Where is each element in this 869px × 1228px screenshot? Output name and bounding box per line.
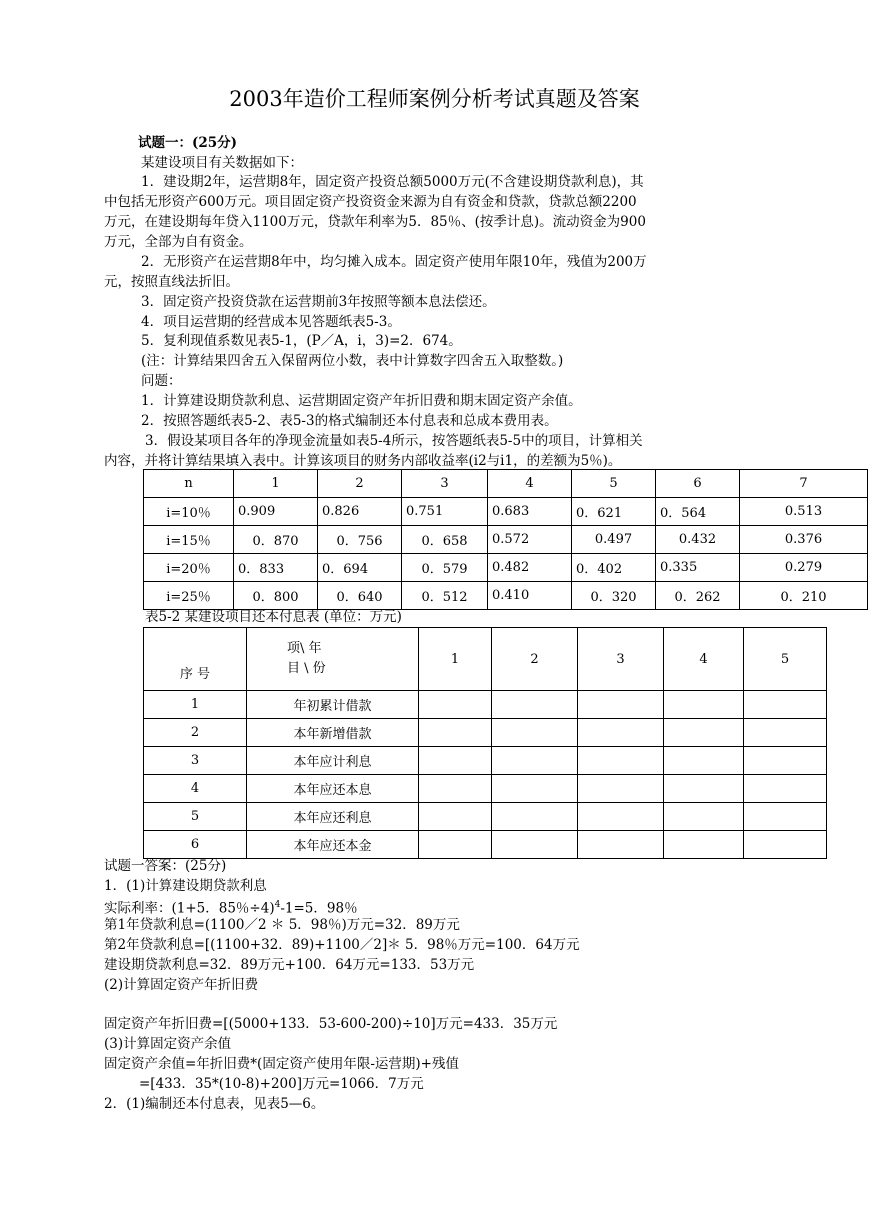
table-cell: 0.432 bbox=[656, 526, 740, 554]
year-header: 3 bbox=[578, 628, 664, 691]
answer-text: -1=5．98％ bbox=[280, 900, 358, 917]
table-header-row bbox=[144, 628, 827, 691]
empty-cell bbox=[744, 719, 827, 747]
empty-cell bbox=[664, 803, 744, 831]
table-cell: 0.513 bbox=[740, 498, 868, 526]
empty-cell bbox=[492, 691, 578, 719]
present-value-table bbox=[143, 469, 868, 610]
row-number: 6 bbox=[144, 831, 247, 859]
answer-line: 固定资产余值=年折旧费*(固定资产使用年限-运营期)+残值 bbox=[104, 1056, 459, 1072]
table-caption: 表5-2 某建设项目还本付息表 (单位：万元) bbox=[145, 609, 402, 625]
table-row bbox=[144, 803, 827, 831]
table-cell: 0.572 bbox=[488, 526, 572, 554]
table-header-cell: 5 bbox=[572, 470, 656, 498]
table-header-cell: n bbox=[144, 470, 234, 498]
empty-cell bbox=[744, 803, 827, 831]
rate-label: i=15％ bbox=[144, 526, 234, 554]
empty-cell bbox=[664, 719, 744, 747]
empty-cell bbox=[419, 803, 492, 831]
empty-cell bbox=[419, 719, 492, 747]
year-header: 1 bbox=[419, 628, 492, 691]
body-line: 中包括无形资产600万元。项目固定资产投资资金来源为自有资金和贷款，贷款总额2200 bbox=[104, 194, 637, 210]
body-line: 2．无形资产在运营期8年中，均匀摊入成本。固定资产使用年限10年，残值为200万 bbox=[141, 254, 647, 270]
table-cell: 0.335 bbox=[656, 554, 740, 582]
table-cell: 0．564 bbox=[656, 498, 740, 526]
table-cell: 0．800 bbox=[234, 582, 318, 610]
row-number: 3 bbox=[144, 747, 247, 775]
answer-line: 1．(1)计算建设期贷款利息 bbox=[104, 878, 267, 894]
table-row bbox=[144, 498, 868, 526]
table-cell: 0．512 bbox=[402, 582, 488, 610]
table-header-cell: 4 bbox=[488, 470, 572, 498]
empty-cell bbox=[578, 719, 664, 747]
row-number: 5 bbox=[144, 803, 247, 831]
answer-line: (2)计算固定资产年折旧费 bbox=[104, 977, 259, 993]
row-item: 本年应计利息 bbox=[247, 747, 419, 775]
body-line: 元，按照直线法折旧。 bbox=[104, 274, 239, 290]
body-line: 1．计算建设期贷款利息、运营期固定资产年折旧费和期末固定资产余值。 bbox=[141, 393, 582, 409]
seq-header: 序 号 bbox=[144, 628, 247, 691]
item-header-line: 项\ 年 bbox=[287, 641, 322, 656]
table-header-row bbox=[144, 470, 868, 498]
empty-cell bbox=[419, 831, 492, 859]
empty-cell bbox=[664, 747, 744, 775]
empty-cell bbox=[744, 747, 827, 775]
body-line: 5．复利现值系数见表5-1，(P／A，i，3)=2．674。 bbox=[141, 333, 462, 349]
empty-cell bbox=[492, 719, 578, 747]
empty-cell bbox=[419, 775, 492, 803]
table-row bbox=[144, 719, 827, 747]
item-year-header bbox=[247, 628, 419, 691]
table-row bbox=[144, 582, 868, 610]
table-header-cell: 7 bbox=[740, 470, 868, 498]
table-cell: 0．756 bbox=[318, 526, 402, 554]
table-cell: 0．658 bbox=[402, 526, 488, 554]
body-line: 3．固定资产投资贷款在运营期前3年按照等额本息法偿还。 bbox=[141, 294, 496, 310]
empty-cell bbox=[664, 691, 744, 719]
empty-cell bbox=[492, 803, 578, 831]
empty-cell bbox=[578, 831, 664, 859]
table-cell: 0.497 bbox=[572, 526, 656, 554]
rate-label: i=25％ bbox=[144, 582, 234, 610]
table-cell: 0.909 bbox=[234, 498, 318, 526]
item-header-line: 目 \ 份 bbox=[287, 661, 326, 676]
empty-cell bbox=[492, 747, 578, 775]
answer-line bbox=[104, 896, 358, 918]
table-row bbox=[144, 526, 868, 554]
table-row bbox=[144, 775, 827, 803]
body-line: 万元，在建设期每年贷入1100万元，贷款年利率为5．85％、(按季计息)。流动资金为900 bbox=[104, 214, 646, 230]
year-header: 4 bbox=[664, 628, 744, 691]
table-cell: 0.376 bbox=[740, 526, 868, 554]
body-line: 某建设项目有关数据如下： bbox=[141, 155, 303, 171]
table-cell: 0.482 bbox=[488, 554, 572, 582]
row-number: 4 bbox=[144, 775, 247, 803]
answer-line: 第1年贷款利息=(1100／2 ＊ 5．98％)万元=32．89万元 bbox=[104, 917, 460, 933]
empty-cell bbox=[492, 831, 578, 859]
row-number: 2 bbox=[144, 719, 247, 747]
empty-cell bbox=[664, 775, 744, 803]
table-cell: 0．833 bbox=[234, 554, 318, 582]
rate-label: i=10％ bbox=[144, 498, 234, 526]
body-line: 2．按照答题纸表5-2、表5-3的格式编制还本付息表和总成本费用表。 bbox=[141, 413, 558, 429]
empty-cell bbox=[744, 831, 827, 859]
body-line: 1．建设期2年，运营期8年，固定资产投资总额5000万元(不含建设期贷款利息)，其 bbox=[141, 174, 644, 190]
table-cell: 0．694 bbox=[318, 554, 402, 582]
answer-heading: 试题一答案：(25分) bbox=[104, 858, 227, 874]
empty-cell bbox=[419, 747, 492, 775]
table-cell: 0.279 bbox=[740, 554, 868, 582]
body-line: 3．假设某项目各年的净现金流量如表5-4所示，按答题纸表5-5中的项目，计算相关 bbox=[145, 433, 643, 449]
page-title: 2003年造价工程师案例分析考试真题及答案 bbox=[229, 87, 640, 111]
body-line: 4．项目运营期的经营成本见答题纸表5-3。 bbox=[141, 314, 401, 330]
row-item: 年初累计借款 bbox=[247, 691, 419, 719]
row-item: 本年应还本金 bbox=[247, 831, 419, 859]
table-cell: 0．579 bbox=[402, 554, 488, 582]
body-line: 问题： bbox=[141, 373, 182, 389]
table-header-cell: 3 bbox=[402, 470, 488, 498]
empty-cell bbox=[664, 831, 744, 859]
year-header: 2 bbox=[492, 628, 578, 691]
table-header-cell: 1 bbox=[234, 470, 318, 498]
table-row bbox=[144, 831, 827, 859]
repayment-table bbox=[143, 627, 827, 859]
row-item: 本年应还本息 bbox=[247, 775, 419, 803]
answer-line: 第2年贷款利息=[(1100+32．89)+1100／2]＊ 5．98％万元=100．64万元 bbox=[104, 937, 580, 953]
table-cell: 0．262 bbox=[656, 582, 740, 610]
table-cell: 0．320 bbox=[572, 582, 656, 610]
year-header: 5 bbox=[744, 628, 827, 691]
empty-cell bbox=[419, 691, 492, 719]
body-line: 内容，并将计算结果填入表中。计算该项目的财务内部收益率(i2与i1，的差额为5％)。 bbox=[104, 453, 622, 469]
table-cell: 0.826 bbox=[318, 498, 402, 526]
table-cell: 0．870 bbox=[234, 526, 318, 554]
answer-line: (3)计算固定资产余值 bbox=[104, 1036, 232, 1052]
answer-line: =[433．35*(10-8)+200]万元=1066．7万元 bbox=[139, 1076, 424, 1092]
table-cell: 0.751 bbox=[402, 498, 488, 526]
empty-cell bbox=[578, 691, 664, 719]
table-row bbox=[144, 691, 827, 719]
answer-line: 建设期贷款利息=32．89万元+100．64万元=133．53万元 bbox=[104, 957, 475, 973]
table-cell: 0．402 bbox=[572, 554, 656, 582]
row-number: 1 bbox=[144, 691, 247, 719]
table-cell: 0.410 bbox=[488, 582, 572, 610]
body-line: (注：计算结果四舍五入保留两位小数，表中计算数字四舍五入取整数。) bbox=[141, 353, 564, 369]
answer-text: 实际利率：(1+5．85％÷4) bbox=[104, 900, 275, 917]
table-header-cell: 2 bbox=[318, 470, 402, 498]
table-row bbox=[144, 747, 827, 775]
empty-cell bbox=[578, 803, 664, 831]
table-cell: 0．210 bbox=[740, 582, 868, 610]
rate-label: i=20％ bbox=[144, 554, 234, 582]
row-item: 本年应还利息 bbox=[247, 803, 419, 831]
table-cell: 0.683 bbox=[488, 498, 572, 526]
table-header-cell: 6 bbox=[656, 470, 740, 498]
empty-cell bbox=[492, 775, 578, 803]
table-cell: 0．640 bbox=[318, 582, 402, 610]
answer-line: 2．(1)编制还本付息表，见表5—6。 bbox=[104, 1096, 325, 1112]
empty-cell bbox=[578, 747, 664, 775]
row-item: 本年新增借款 bbox=[247, 719, 419, 747]
answer-line: 固定资产年折旧费=[(5000+133．53-600-200)÷10]万元=433．35万元 bbox=[104, 1016, 558, 1032]
body-line: 万元，全部为自有资金。 bbox=[104, 234, 253, 250]
empty-cell bbox=[744, 691, 827, 719]
empty-cell bbox=[578, 775, 664, 803]
table-cell: 0．621 bbox=[572, 498, 656, 526]
question-heading: 试题一：(25分) bbox=[138, 135, 238, 151]
empty-cell bbox=[744, 775, 827, 803]
table-row bbox=[144, 554, 868, 582]
exponent: 4 bbox=[274, 900, 281, 910]
